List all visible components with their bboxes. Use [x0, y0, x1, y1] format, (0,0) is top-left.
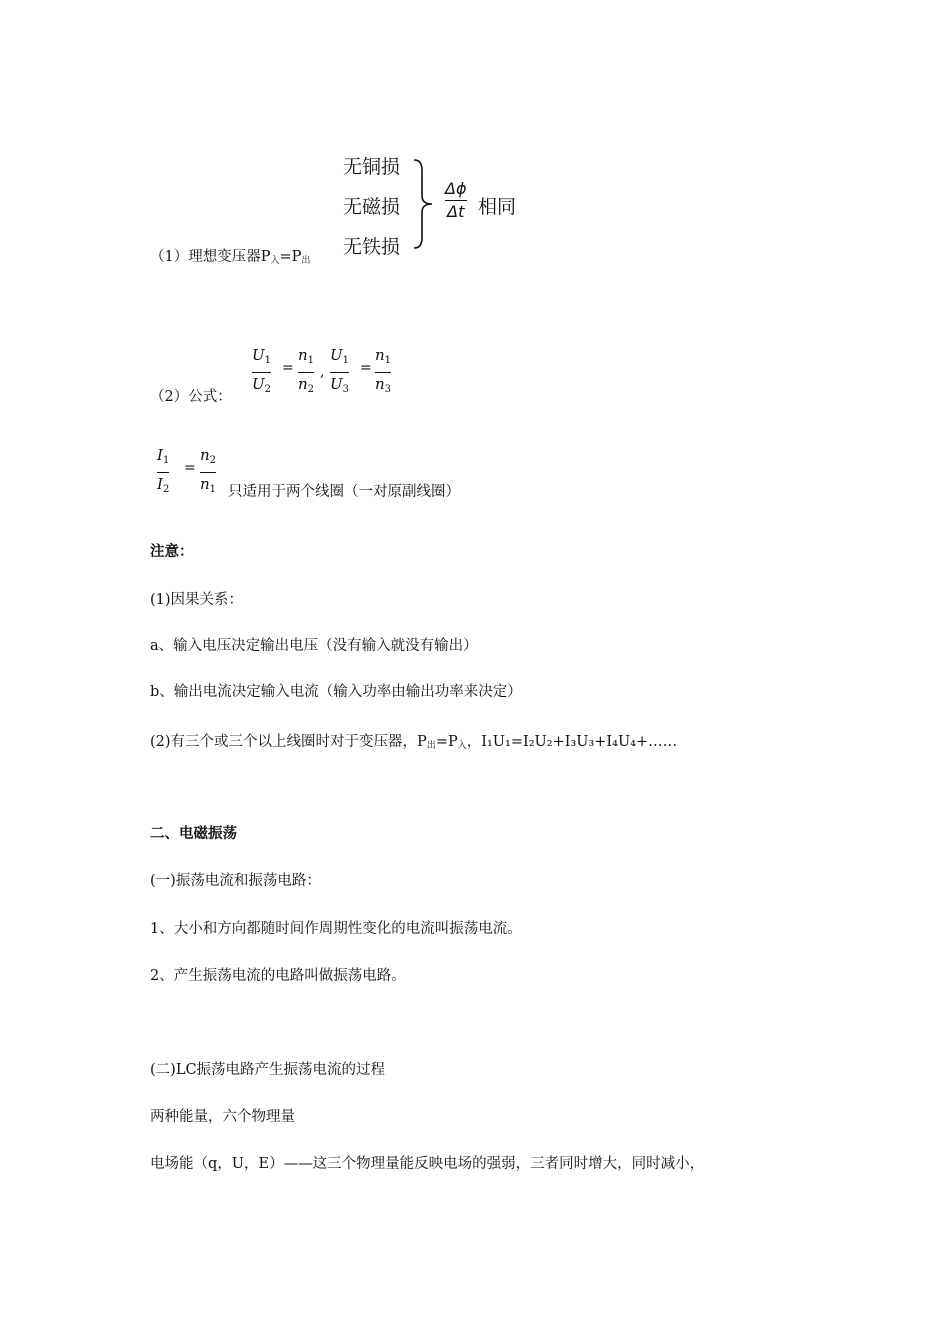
right-brace-icon	[410, 158, 438, 250]
fraction-u1-u3: $U_1$ $U_3$	[330, 346, 350, 395]
loss-magnetic: 无磁损	[343, 196, 401, 218]
section2-p3: 两种能量，六个物理量	[150, 1109, 295, 1125]
notes-item-a: a、输入电压决定输出电压（没有输入就没有输出）	[150, 638, 478, 654]
loss-iron: 无铁损	[343, 236, 401, 258]
equals-sign-1: =	[282, 360, 294, 376]
fraction-n1-n2: $n_1$ $n_2$	[298, 346, 315, 395]
notes-item-2: (2)有三个或三个以上线圈时对于变压器，$P_出=P_入$，I₁U₁=I₂U₂+I₃U₃+I₄U₄+……	[150, 734, 678, 751]
section2-p2: 2、产生振荡电流的电路叫做振荡电路。	[150, 968, 406, 984]
delta-phi-over-delta-t: Δϕ Δt	[445, 179, 467, 221]
notes-heading: 注意：	[150, 544, 194, 560]
comma-separator: ,	[320, 364, 325, 380]
same-label: 相同	[478, 196, 517, 218]
section2-p1: 1、大小和方向都随时间作周期性变化的电流叫振荡电流。	[150, 921, 522, 937]
section2-p4: 电场能（q，U，E）——这三个物理量能反映电场的强弱，三者同时增大，同时减小，	[150, 1156, 705, 1172]
fraction-u1-u2: $U_1$ $U_2$	[252, 346, 272, 395]
ideal-transformer-line: （1）理想变压器$P_入=P_出$	[150, 249, 311, 266]
formula-label: （2）公式：	[150, 389, 232, 405]
section2-heading: 二、电磁振荡	[150, 826, 237, 842]
fraction-i1-i2: $I_1$ $I_2$	[157, 446, 170, 495]
fraction-n2-n1: $n_2$ $n_1$	[200, 446, 217, 495]
current-formula-note: 只适用于两个线圈（一对原副线圈）	[228, 484, 460, 500]
equals-sign-3: =	[184, 460, 196, 476]
fraction-n1-n3: $n_1$ $n_3$	[375, 346, 392, 395]
notes-item-b: b、输出电流决定输入电流（输入功率由输出功率来决定）	[150, 684, 522, 700]
section2-sub1: (一)振荡电流和振荡电路：	[150, 873, 321, 889]
equals-sign-2: =	[360, 360, 372, 376]
notes-item-1: (1)因果关系：	[150, 592, 244, 608]
section2-sub2: (二)LC振荡电路产生振荡电流的过程	[150, 1062, 386, 1078]
loss-copper: 无铜损	[343, 156, 401, 178]
